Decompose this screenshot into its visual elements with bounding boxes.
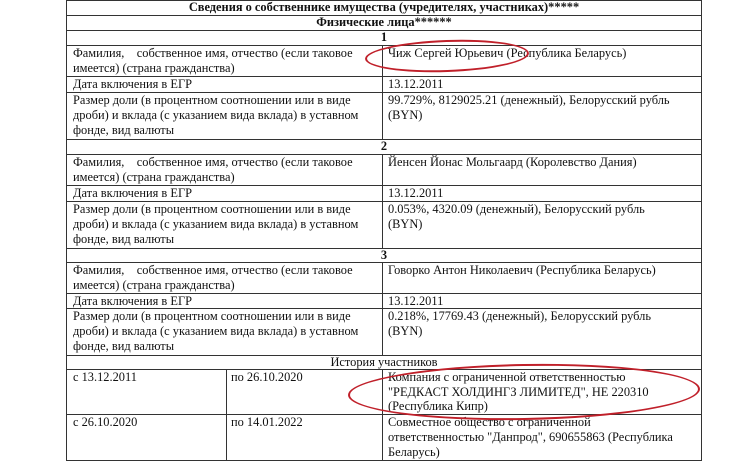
share-value: (BYN) [388, 324, 423, 338]
history-from: с 13.12.2011 [73, 370, 137, 384]
share-value: 0.218%, 17769.43 (денежный), Белорусский рубль [388, 309, 651, 323]
share-label: фонде, вид валюты [73, 232, 175, 246]
person-number: 3 [380, 248, 388, 262]
fio-label: имеется) (страна гражданства) [73, 170, 235, 184]
share-label: дроби) и вклада (с указанием вида вклада) в уставном [73, 108, 359, 122]
date-label: Дата включения в ЕГР [73, 186, 192, 200]
date-label: Дата включения в ЕГР [73, 294, 192, 308]
history-participant: ответственностью "Данпрод", 690655863 (Республика [388, 430, 673, 444]
share-label: дроби) и вклада (с указанием вида вклада) в уставном [73, 217, 359, 231]
history-participant: (Республика Кипр) [388, 399, 488, 413]
share-label: фонде, вид валюты [73, 339, 175, 353]
history-participant: "РЕДКАСТ ХОЛДИНГЗ ЛИМИТЕД", HE 220310 [388, 385, 649, 399]
history-title: История участников [330, 355, 438, 369]
section-subtitle: Физические лица****** [316, 15, 452, 29]
fio-label: Фамилия, собственное имя, отчество (если таковое [73, 263, 353, 277]
share-value: (BYN) [388, 108, 423, 122]
date-value: 13.12.2011 [388, 186, 444, 200]
history-to: по 14.01.2022 [231, 415, 303, 429]
history-participant: Компания с ограниченной ответственностью [388, 370, 626, 384]
history-from: с 26.10.2020 [73, 415, 138, 429]
date-value: 13.12.2011 [388, 294, 444, 308]
date-label: Дата включения в ЕГР [73, 77, 192, 91]
history-participant: Беларусь) [388, 445, 440, 459]
fio-label: имеется) (страна гражданства) [73, 61, 235, 75]
date-value: 13.12.2011 [388, 77, 444, 91]
fio-value: Чиж Сергей Юрьевич (Республика Беларусь) [388, 46, 627, 60]
fio-value: Говорко Антон Николаевич (Республика Беларусь) [388, 263, 656, 277]
section-title: Сведения о собственнике имущества (учредителях, участниках)***** [188, 0, 580, 14]
share-label: дроби) и вклада (с указанием вида вклада) в уставном [73, 324, 359, 338]
history-to: по 26.10.2020 [231, 370, 303, 384]
share-label: Размер доли (в процентном соотношении или в виде [73, 93, 351, 107]
share-label: Размер доли (в процентном соотношении или в виде [73, 309, 351, 323]
share-label: фонде, вид валюты [73, 123, 175, 137]
share-value: 0.053%, 4320.09 (денежный), Белорусский рубль [388, 202, 645, 216]
share-value: (BYN) [388, 217, 423, 231]
share-label: Размер доли (в процентном соотношении или в виде [73, 202, 351, 216]
fio-label: имеется) (страна гражданства) [73, 278, 235, 292]
fio-label: Фамилия, собственное имя, отчество (если таковое [73, 46, 353, 60]
fio-label: Фамилия, собственное имя, отчество (если таковое [73, 155, 353, 169]
fio-value: Йенсен Йонас Мольгаард (Королевство Дания) [388, 155, 637, 169]
share-value: 99.729%, 8129025.21 (денежный), Белорусский рубль [388, 93, 670, 107]
person-number: 2 [380, 139, 388, 153]
person-number: 1 [380, 30, 388, 44]
history-participant: Совместное общество с ограниченной [388, 415, 591, 429]
